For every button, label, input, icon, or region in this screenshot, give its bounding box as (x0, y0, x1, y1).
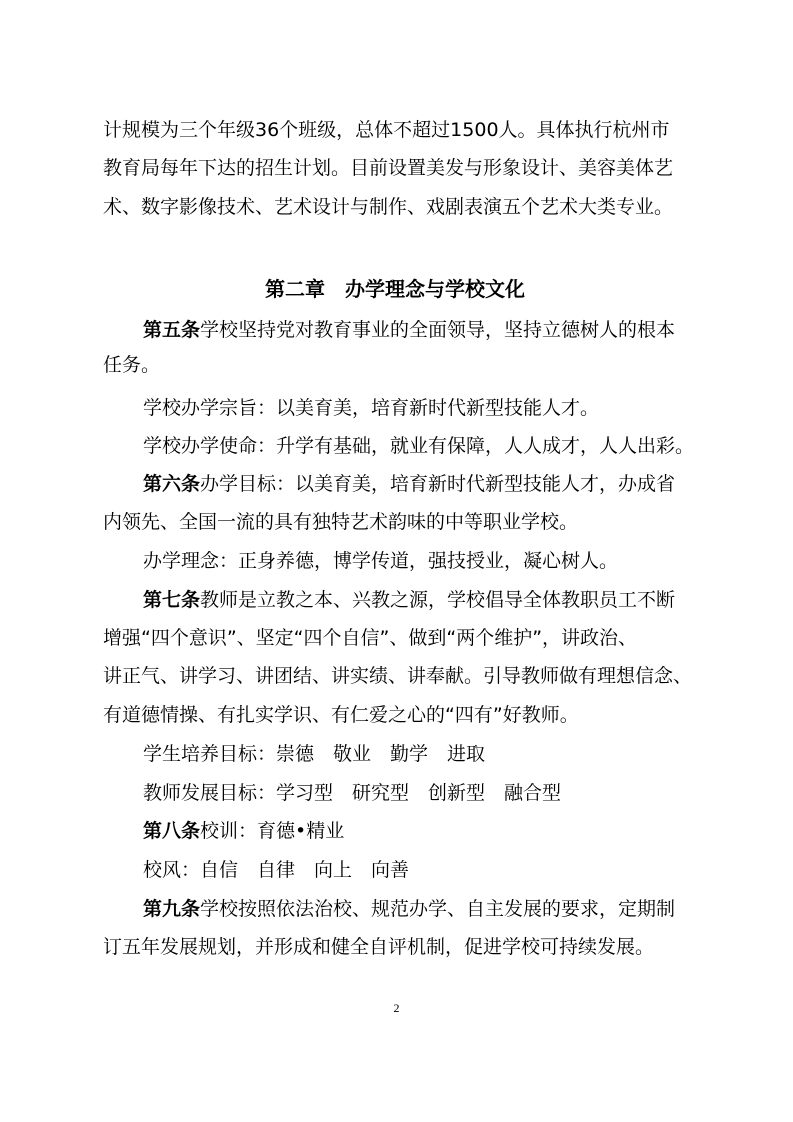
article9-label: 第九条 (143, 898, 201, 920)
article6-line-2: 内领先、全国一流的具有独特艺术韵味的中等职业学校。 (103, 511, 579, 533)
article5-label: 第五条 (143, 319, 201, 341)
article6-label: 第六条 (143, 473, 201, 495)
article7-label: 第七条 (143, 589, 201, 611)
article5-line-2: 任务。 (103, 354, 161, 376)
article8-line (143, 819, 344, 843)
article7-line-3: 讲正气、讲学习、讲团结、讲实绩、讲奉献。引导教师做有理想信念、 (103, 665, 693, 687)
article9-line-1 (143, 897, 675, 921)
philosophy-line: 办学理念：正身养德，博学传道，强技授业，凝心树人。 (143, 550, 619, 572)
article9-line-2: 订五年发展规划，并形成和健全自评机制，促进学校可持续发展。 (103, 936, 655, 958)
article8-label: 第八条 (143, 820, 201, 842)
article7-line-4: 有道德情操、有扎实学识、有仁爱之心的“四有”好教师。 (103, 704, 579, 726)
student-goal-line: 学生培养目标：崇德 敬业 勤学 进取 (143, 743, 486, 765)
mission-line: 学校办学使命：升学有基础，就业有保障，人人成才，人人出彩。 (143, 435, 695, 457)
article5-line-1 (143, 318, 675, 342)
article7-text-1: 教师是立教之本、兴教之源，学校倡导全体教职员工不断 (200, 589, 676, 611)
purpose-line: 学校办学宗旨：以美育美，培育新时代新型技能人才。 (143, 397, 600, 419)
chapter-heading: 第二章 办学理念与学校文化 (265, 277, 525, 301)
article8-text: 校训：育德•精业 (200, 820, 345, 842)
article6-line-1 (143, 472, 675, 496)
article5-text-1: 学校坚持党对教育事业的全面领导，坚持立德树人的根本 (200, 319, 676, 341)
article9-text-1: 学校按照依法治校、规范办学、自主发展的要求，定期制 (200, 898, 676, 920)
article7-line-2: 增强“四个意识”、坚定“四个自信”、做到“两个维护”，讲政治、 (103, 627, 638, 649)
school-spirit-line: 校风：自信 自律 向上 向善 (143, 859, 410, 881)
article7-line-1 (143, 588, 675, 612)
article6-text-1: 办学目标：以美育美，培育新时代新型技能人才，办成省 (200, 473, 676, 495)
page-number: 2 (393, 1001, 400, 1015)
intro-line-3: 术、数字影像技术、艺术设计与制作、戏剧表演五个艺术大类专业。 (103, 196, 674, 218)
intro-line-2: 教育局每年下达的招生计划。目前设置美发与形象设计、美容美体艺 (103, 157, 674, 179)
teacher-goal-line: 教师发展目标：学习型 研究型 创新型 融合型 (143, 782, 562, 804)
intro-line-1: 计规模为三个年级36个班级，总体不超过1500人。具体执行杭州市 (103, 119, 670, 141)
